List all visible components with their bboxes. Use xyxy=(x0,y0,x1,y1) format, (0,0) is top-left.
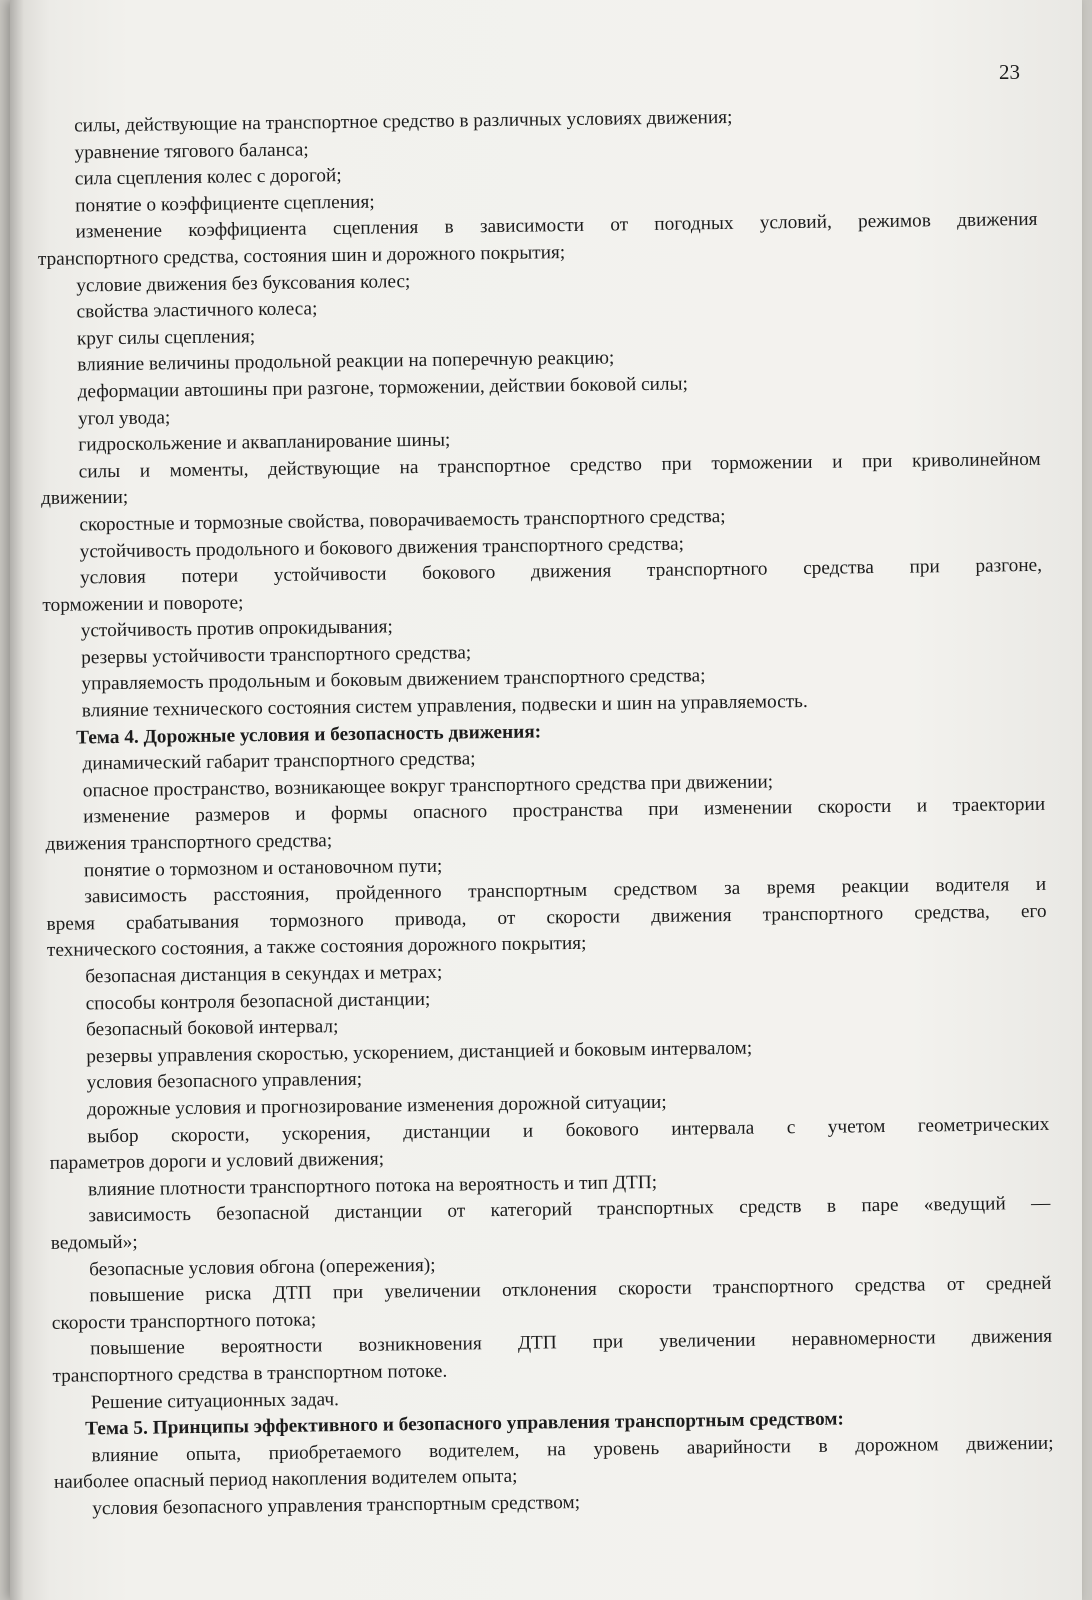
text-line: понятие о коэффициенте сцепления; xyxy=(75,191,375,217)
text-line: безопасная дистанция в секундах и метрах; xyxy=(85,961,443,988)
text-line: условия потери устойчивости бокового движения транспортного средства при разгоне, xyxy=(79,554,1043,589)
text-line: условие движения без буксования колес; xyxy=(76,270,411,297)
text-line: безопасный боковой интервал; xyxy=(85,1016,339,1041)
text-line: скорости транспортного потока; xyxy=(51,1309,317,1334)
text-line: повышение вероятности возникновения ДТП при увеличении неравномерности движения xyxy=(90,1326,1053,1360)
text-line: резервы управления скоростью, ускорением, дистанцией и боковым интервалом; xyxy=(86,1037,753,1068)
text-line: движении; xyxy=(40,487,129,510)
text-line: зависимость расстояния, пройденного транспортным средством за время реакции водителя и xyxy=(84,874,1047,908)
text-line: безопасные условия обгона (опережения); xyxy=(88,1254,436,1280)
text-line: устойчивость продольного и бокового движения транспортного средства; xyxy=(79,533,685,562)
text-line: повышение риска ДТП при увеличении отклонения скорости транспортного средства от средней xyxy=(89,1272,1052,1307)
text-line: сила сцепления колес с дорогой; xyxy=(74,165,342,190)
text-line: изменение размеров и формы опасного пространства при изменении скорости и траектории xyxy=(83,794,1046,828)
text-line: условия безопасного управления транспортным средством; xyxy=(92,1491,581,1520)
text-line: выбор скорости, ускорения, дистанции и бокового интервала с учетом геометрических xyxy=(87,1113,1050,1147)
text-line: параметров дороги и условий движения; xyxy=(49,1148,385,1175)
document-page xyxy=(10,0,1082,1600)
text-line: влияние опыта, приобретаемого водителем, на уровень аварийности в дорожном движении; xyxy=(91,1432,1054,1467)
section-heading: Тема 5. Принципы эффективного и безопасного управления транспортным средством: xyxy=(85,1408,844,1440)
text-line: торможении и повороте; xyxy=(42,592,244,616)
text-line: способы контроля безопасной дистанции; xyxy=(85,988,431,1015)
text-line: технического состояния, а также состояния дорожного покрытия; xyxy=(46,933,587,962)
text-line: транспортного средства в транспортном потоке. xyxy=(52,1360,448,1387)
text-line: резервы устойчивости транспортного средства; xyxy=(80,642,472,669)
text-line: дорожные условия и прогнозирование изменения дорожной ситуации; xyxy=(86,1091,667,1121)
text-line: влияние плотности транспортного потока на вероятность и тип ДТП; xyxy=(87,1171,658,1201)
text-line: влияние технического состояния систем управления, подвески и шин на управляемость. xyxy=(81,691,808,722)
text-line: время срабатывания тормозного привода, от скорости движения транспортного средства, его xyxy=(46,900,1047,935)
text-line: наиболее опасный период накопления водителем опыта; xyxy=(53,1466,518,1494)
text-line: транспортного средства, состояния шин и дорожного покрытия; xyxy=(37,242,566,270)
text-line: силы, действующие на транспортное средство в различных условиях движения; xyxy=(74,106,733,137)
text-line: опасное пространство, возникающее вокруг транспортного средства при движении; xyxy=(82,771,774,802)
text-line: деформации автошины при разгоне, торможении, действии боковой силы; xyxy=(77,373,688,403)
text-line: Решение ситуационных задач. xyxy=(90,1388,340,1413)
text-line: движения транспортного средства; xyxy=(45,830,333,855)
page-number: 23 xyxy=(999,60,1020,84)
document-body xyxy=(36,101,1054,1523)
text-line: угол увода; xyxy=(77,406,171,430)
text-line: динамический габарит транспортного средства; xyxy=(82,748,476,775)
text-line: круг силы сцепления; xyxy=(76,325,256,350)
text-line: влияние величины продольной реакции на поперечную реакцию; xyxy=(77,347,615,376)
text-line: гидроскольжение и аквапланирование шины; xyxy=(78,429,451,456)
text-line: понятие о тормозном и остановочном пути; xyxy=(83,855,443,882)
text-line: управляемость продольным и боковым движением транспортного средства; xyxy=(81,665,706,695)
text-line: уравнение тягового баланса; xyxy=(74,139,309,164)
text-line: условия безопасного управления; xyxy=(86,1069,363,1094)
text-line: свойства эластичного колеса; xyxy=(76,298,318,323)
page-edge-shadow xyxy=(10,0,24,1600)
text-line: силы и моменты, действующие на транспортное средство при торможении и при криволинейном xyxy=(78,448,1041,483)
text-line: ведомый»; xyxy=(50,1231,138,1254)
text-line: изменение коэффициента сцепления в зависимости от погодных условий, режимов движения xyxy=(75,209,1038,243)
text-line: зависимость безопасной дистанции от категорий транспортных средств в паре «ведущий — xyxy=(88,1193,1051,1227)
text-line: устойчивость против опрокидывания; xyxy=(80,616,393,642)
text-line: скоростные и тормозные свойства, поворачиваемость транспортного средства; xyxy=(79,505,726,536)
section-heading: Тема 4. Дорожные условия и безопасность движения: xyxy=(76,721,542,749)
